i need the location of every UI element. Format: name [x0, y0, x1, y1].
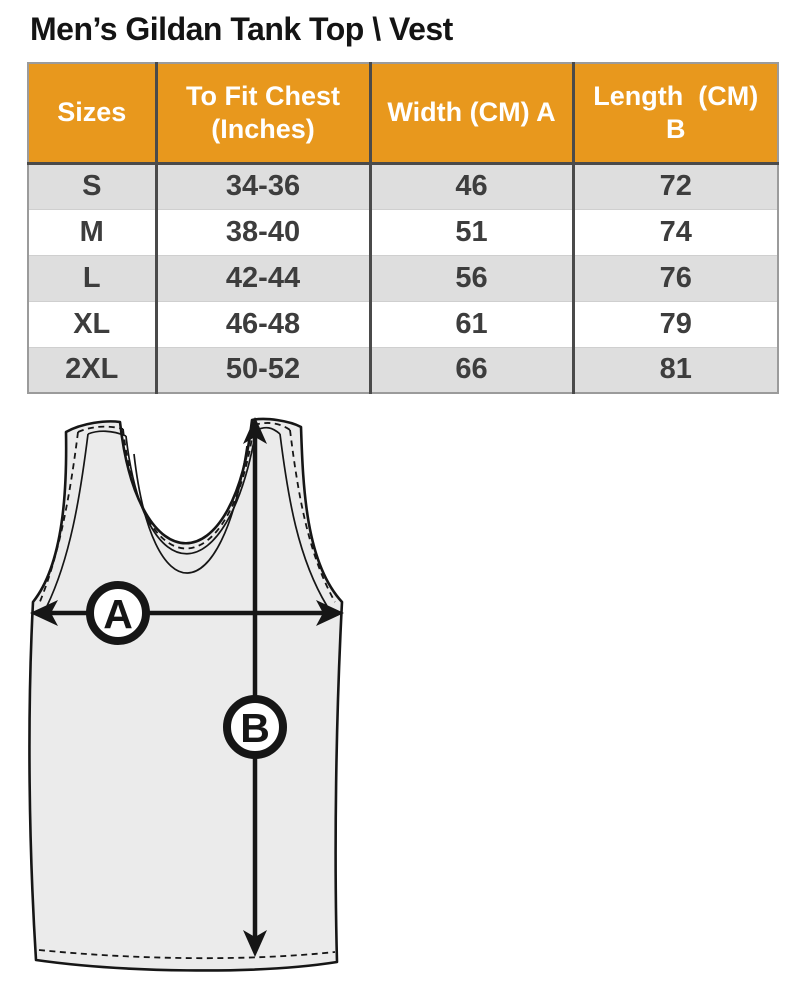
width-cell: 66 [370, 347, 573, 393]
table-row [28, 301, 778, 347]
width-label: A [103, 591, 133, 637]
size-cell: 2XL [28, 347, 156, 393]
length-cell: 76 [573, 255, 778, 301]
width-cell: 56 [370, 255, 573, 301]
header-line: (Inches) [211, 113, 315, 144]
size-cell: M [28, 209, 156, 255]
chest-cell: 42-44 [156, 255, 370, 301]
length-label: B [240, 705, 270, 751]
table-row [28, 255, 778, 301]
chest-cell: 38-40 [156, 209, 370, 255]
chest-cell: 46-48 [156, 301, 370, 347]
size-cell: L [28, 255, 156, 301]
table-row [28, 209, 778, 255]
length-cell: 74 [573, 209, 778, 255]
header-row [28, 63, 778, 163]
header-line: To Fit Chest [186, 80, 340, 111]
width-cell: 61 [370, 301, 573, 347]
length-marker [227, 699, 283, 755]
tank-top-diagram [0, 408, 380, 985]
header-line: Length (CM) [593, 80, 759, 111]
chest-cell: 50-52 [156, 347, 370, 393]
garment-outline [29, 419, 342, 970]
col-header-length [573, 63, 778, 163]
width-cell: 51 [370, 209, 573, 255]
length-cell: 79 [573, 301, 778, 347]
table-row [28, 163, 778, 209]
col-header-sizes [28, 63, 156, 163]
page-title: Men’s Gildan Tank Top \ Vest [30, 11, 453, 47]
width-marker [90, 585, 146, 641]
table-row [28, 347, 778, 393]
header-line: Sizes [57, 97, 127, 128]
chest-cell: 34-36 [156, 163, 370, 209]
size-cell: XL [28, 301, 156, 347]
length-cell: 72 [573, 163, 778, 209]
col-header-width [370, 63, 573, 163]
size-chart-table [27, 62, 779, 394]
size-cell: S [28, 163, 156, 209]
width-cell: 46 [370, 163, 573, 209]
header-line: B [666, 113, 686, 144]
header-line: Width (CM) A [387, 97, 556, 128]
length-cell: 81 [573, 347, 778, 393]
col-header-chest [156, 63, 370, 163]
